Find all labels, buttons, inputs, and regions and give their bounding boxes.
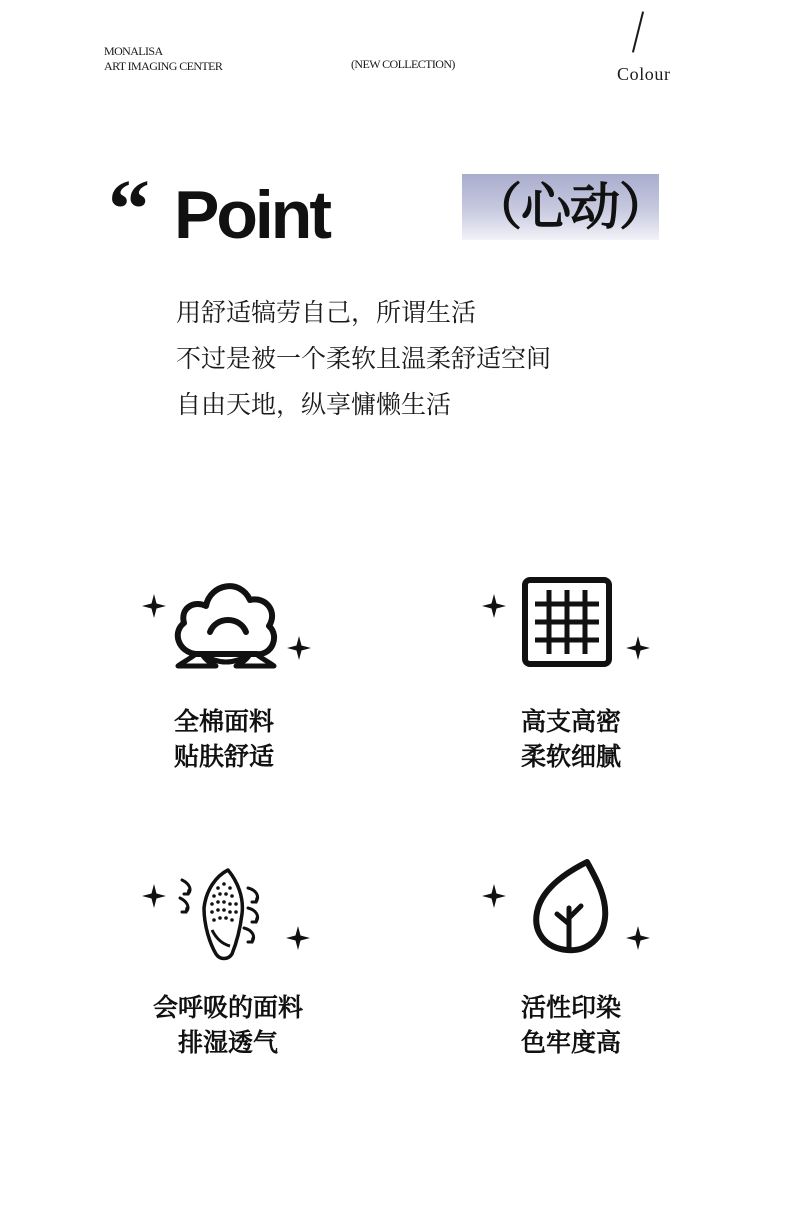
intro-text <box>176 290 551 428</box>
feature-subtitle: 柔软细腻 <box>520 742 621 771</box>
weave-grid-icon <box>421 570 721 680</box>
subtitle-text: （心动） <box>472 178 668 236</box>
feature-subtitle: 贴肤舒适 <box>173 742 274 771</box>
feature-label <box>421 990 721 1060</box>
feature-title: 会呼吸的面料 <box>152 993 303 1022</box>
point-title: Point <box>174 177 329 253</box>
intro-line: 自由天地，纵享慵懒生活 <box>176 390 452 419</box>
cotton-icon <box>74 570 374 680</box>
feature-cotton <box>74 570 374 790</box>
intro-line: 不过是被一个柔软且温柔舒适空间 <box>176 344 552 373</box>
breathable-fabric-icon <box>92 858 392 968</box>
colour-label: Colour <box>617 64 671 84</box>
slash-divider <box>632 11 644 52</box>
feature-dye <box>421 858 721 1078</box>
feature-title: 高支高密 <box>520 707 621 736</box>
leaf-icon <box>421 858 721 968</box>
intro-line: 用舒适犒劳自己，所谓生活 <box>176 298 477 327</box>
collection-label: (NEW COLLECTION) <box>351 57 455 71</box>
feature-breathable <box>92 858 392 1078</box>
feature-title: 活性印染 <box>520 993 621 1022</box>
feature-weave <box>421 570 721 790</box>
feature-title: 全棉面料 <box>173 707 274 736</box>
brand-name <box>104 44 222 74</box>
brand-line-2: ART IMAGING CENTER <box>104 59 223 73</box>
quote-mark: “ <box>108 163 150 256</box>
brand-line-1: MONALISA <box>104 44 163 58</box>
feature-label <box>74 704 374 774</box>
feature-label <box>421 704 721 774</box>
feature-subtitle: 排湿透气 <box>177 1028 278 1057</box>
feature-label <box>78 990 378 1060</box>
feature-subtitle: 色牢度高 <box>520 1028 621 1057</box>
